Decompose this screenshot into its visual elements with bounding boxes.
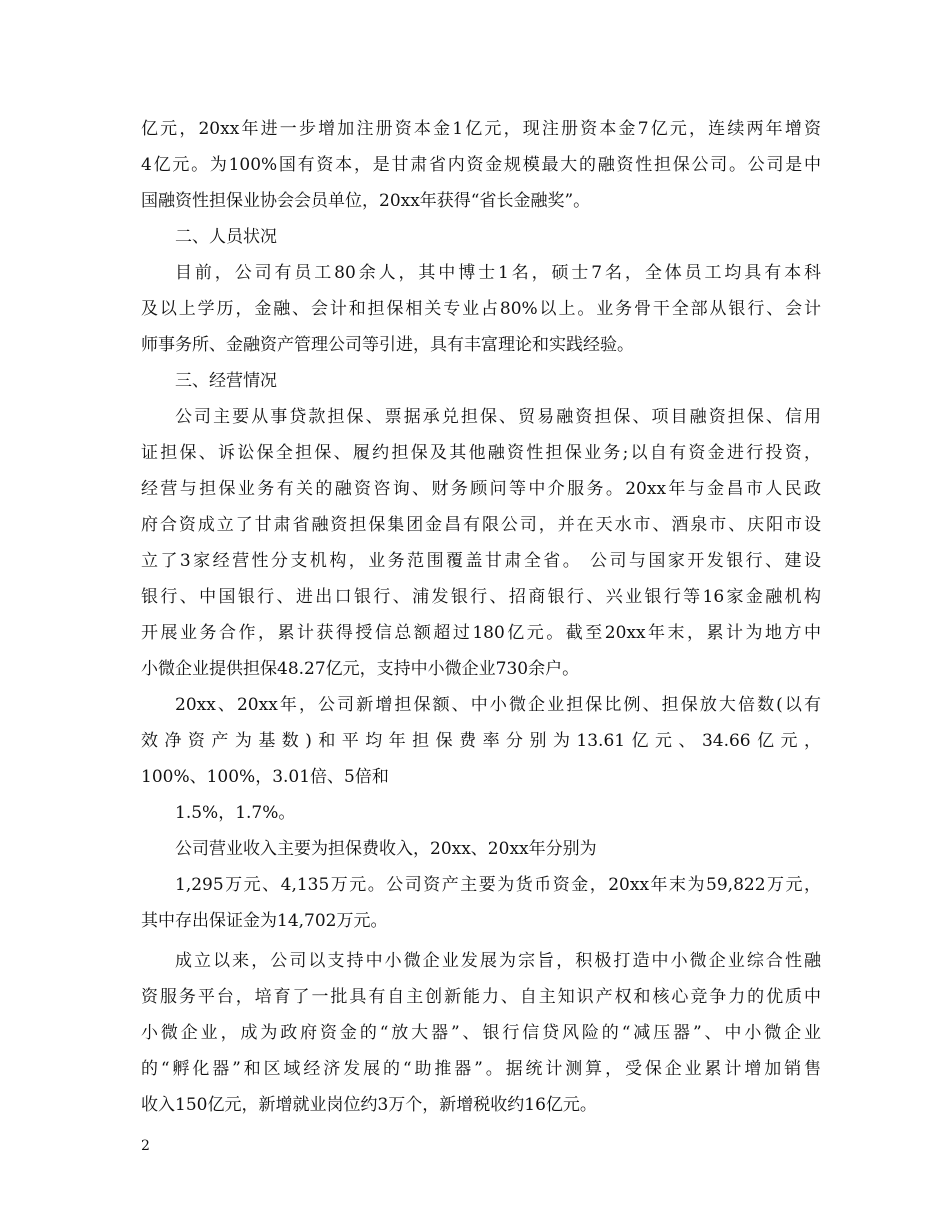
- text-line: 国融资性担保业协会会员单位，20xx年获得“省长金融奖”。: [141, 191, 591, 211]
- page-number: 2: [141, 1138, 150, 1154]
- text-line: 收入150亿元，新增就业岗位约3万个，新增税收约16亿元。: [141, 1095, 597, 1115]
- text-line: 公司主要从事贷款担保、票据承兑担保、贸易融资担保、项目融资担保、信用: [175, 407, 821, 427]
- text-line: 公司营业收入主要为担保费收入，20xx、20xx年分别为: [175, 839, 597, 859]
- text-line: 效净资产为基数)和平均年担保费率分别为13.61亿元、34.66亿元，: [141, 731, 821, 751]
- text-line: 小微企业提供担保48.27亿元，支持中小微企业730余户。: [141, 659, 580, 679]
- text-line: 1,295万元、4,135万元。公司资产主要为货币资金，20xx年末为59,822万元，: [175, 875, 821, 895]
- text-line: 的“孵化器”和区域经济发展的“助推器”。据统计测算，受保企业累计增加销售: [141, 1059, 821, 1079]
- text-line: 师事务所、金融资产管理公司等引进，具有丰富理论和实践经验。: [141, 335, 634, 355]
- text-line: 府合资成立了甘肃省融资担保集团金昌有限公司，并在天水市、酒泉市、庆阳市设: [141, 515, 821, 535]
- text-line: 目前，公司有员工80余人，其中博士1名，硕士7名，全体员工均具有本科: [175, 263, 821, 283]
- text-line: 开展业务合作，累计获得授信总额超过180亿元。截至20xx年末，累计为地方中: [141, 623, 821, 643]
- text-line: 及以上学历，金融、会计和担保相关专业占80%以上。业务骨干全部从银行、会计: [141, 299, 821, 319]
- text-line: 小微企业，成为政府资金的“放大器”、银行信贷风险的“减压器”、中小微企业: [141, 1023, 821, 1043]
- text-line: 100%、100%，3.01倍、5倍和: [141, 767, 389, 787]
- text-line: 立了3家经营性分支机构，业务范围覆盖甘肃全省。 公司与国家开发银行、建设: [141, 551, 821, 571]
- text-line: 1.5%，1.7%。: [175, 803, 296, 823]
- text-line: 20xx、20xx年，公司新增担保额、中小微企业担保比例、担保放大倍数(以有: [175, 695, 821, 715]
- document-body: [141, 111, 821, 1123]
- text-line: 三、经营情况: [175, 371, 277, 391]
- text-line: 亿元，20xx年进一步增加注册资本金1亿元，现注册资本金7亿元，连续两年增资: [141, 119, 821, 139]
- text-line: 二、人员状况: [175, 227, 277, 247]
- text-line: 其中存出保证金为14,702万元。: [141, 911, 388, 931]
- text-line: 银行、中国银行、进出口银行、浦发银行、招商银行、兴业银行等16家金融机构: [141, 587, 821, 607]
- text-line: 成立以来，公司以支持中小微企业发展为宗旨，积极打造中小微企业综合性融: [175, 951, 821, 971]
- text-line: 经营与担保业务有关的融资咨询、财务顾问等中介服务。20xx年与金昌市人民政: [141, 479, 821, 499]
- text-line: 证担保、诉讼保全担保、履约担保及其他融资性担保业务;以自有资金进行投资，: [141, 443, 821, 463]
- text-line: 资服务平台，培育了一批具有自主创新能力、自主知识产权和核心竞争力的优质中: [141, 987, 821, 1007]
- text-line: 4亿元。为100%国有资本，是甘肃省内资金规模最大的融资性担保公司。公司是中: [141, 155, 821, 175]
